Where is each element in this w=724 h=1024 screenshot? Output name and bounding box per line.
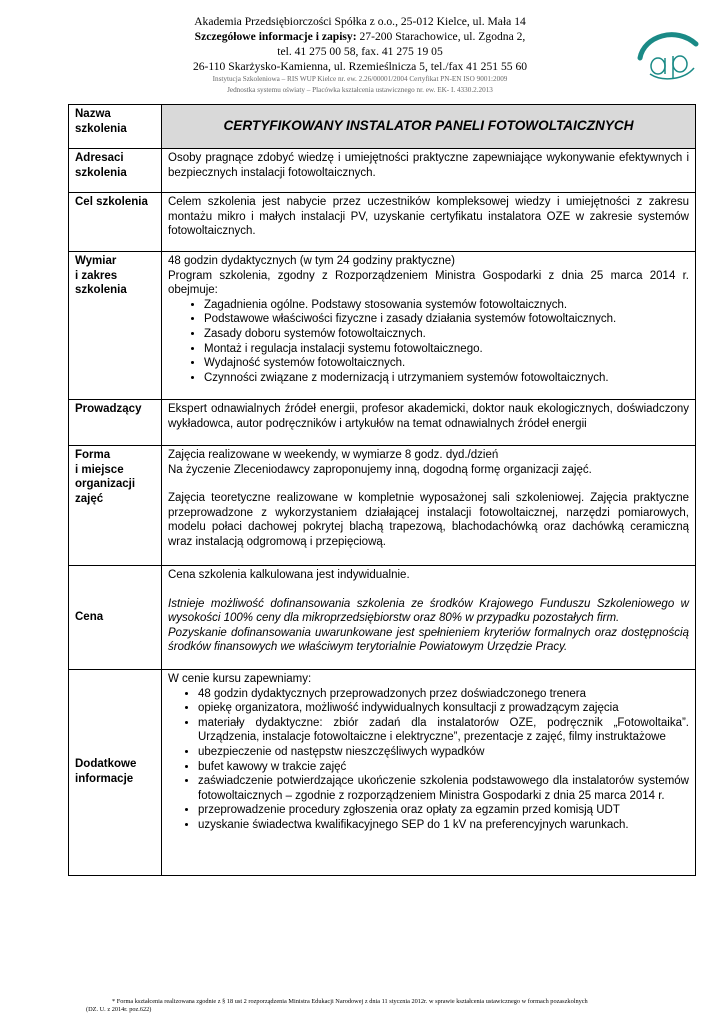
scope-program: Program szkolenia, zgodny z Rozporządzeniem Ministra Gospodarki z dnia 25 marca 2014 r. obejmuje:	[168, 269, 689, 297]
price-text: Cena szkolenia kalkulowana jest indywidualnie.	[168, 569, 410, 581]
label-scope-line2: i zakres	[75, 269, 118, 282]
label-form-line2: i miejsce	[75, 463, 124, 476]
form-practical: Zajęcia teoretyczne realizowane w kompletnie wyposażonej sali szkoleniowej. Zajęcia praktyczne przeprowadzone z wykorzystaniem działającej instalacji fotowoltaicznej, narzędzi pomiarowych, modelu połaci dachowej pokrytej blachą trapezową, blachodachówką oraz dachówką ceramiczną wraz instalacją odgromową i przepięciową.	[168, 492, 689, 548]
branch-address: 26-110 Skarżysko-Kamienna, ul. Rzemieślnicza 5, tel./fax 41 251 55 60	[192, 60, 528, 73]
row-scope	[69, 252, 696, 400]
footnote	[86, 998, 696, 1014]
company-address: Akademia Przedsiębiorczości Spółka z o.o., 25-012 Kielce, ul. Mała 14	[194, 15, 526, 28]
row-price	[69, 566, 696, 670]
institution-info: Jednostka systemu oświaty – Placówka kształcenia ustawicznego nr. ew. EK- I. 4330.2.2013	[227, 85, 493, 94]
label-price: Cena	[69, 566, 162, 670]
label-audience: Adresaci szkolenia	[69, 149, 162, 193]
form-custom: Na życzenie Zleceniodawcy zaproponujemy inną, dogodną formę organizacji zajęć.	[168, 463, 592, 476]
course-title: CERTYFIKOWANY INSTALATOR PANELI FOTOWOLTAICZNYCH	[162, 105, 696, 149]
additional-content	[162, 670, 696, 876]
footnote-line1: * Forma kształcenia realizowana zgodnie z § 18 ust 2 rozporządzenia Ministra Edukacji Narodowej z dnia 11 stycznia 2012r. w sprawie kształcenia ustawicznego w formach pozaszkolnych	[112, 998, 588, 1005]
row-audience	[69, 149, 696, 193]
label-goal: Cel szkolenia	[69, 193, 162, 252]
list-item: • bufet kawowy w trakcie zajęć	[198, 760, 689, 775]
label-scope-line3: szkolenia	[75, 284, 127, 297]
list-item: • uzyskanie świadectwa kwalifikacyjnego SEP do 1 kV na preferencyjnych warunkach.	[198, 818, 689, 833]
label-form-line4: zajęć	[75, 492, 104, 505]
list-item: • 48 godzin dydaktycznych przeprowadzonych przez doświadczonego trenera	[198, 687, 689, 702]
label-trainer: Prowadzący	[69, 400, 162, 446]
list-item: • ubezpieczenie od następstw nieszczęśliwych wypadków	[198, 745, 689, 760]
registration-address: 27-200 Starachowice, ul. Zgodna 2,	[356, 30, 526, 43]
list-item: • Wydajność systemów fotowoltaicznych.	[204, 356, 689, 371]
list-item: • opiekę organizatora, możliwość indywidualnych konsultacji z prowadzącym zajęcia	[198, 701, 689, 716]
scope-hours: 48 godzin dydaktycznych (w tym 24 godziny praktyczne)	[168, 255, 455, 267]
price-content	[162, 566, 696, 670]
list-item: • Czynności związane z modernizacją i utrzymaniem systemów fotowoltaicznych.	[204, 371, 689, 386]
letterhead	[140, 14, 580, 95]
list-item: • materiały dydaktyczne: zbiór zadań dla instalatorów OZE, podręcznik „Fotowoltaika”. Urządzenia, instalacje fotowoltaiczne i elektryczne”, prezentacje z zajęć, filmy instruktażowe	[198, 716, 689, 745]
form-schedule: Zajęcia realizowane w weekendy, w wymiarze 8 godz. dyd./dzień	[168, 449, 499, 461]
row-trainer	[69, 400, 696, 446]
trainer-text: Ekspert odnawialnych źródeł energii, profesor akademicki, doktor nauk ekologicznych, doświadczony wykładowca, autor podręczników i artykułów na temat odnawialnych źródeł energii	[162, 400, 696, 446]
label-additional: Dodatkowe informacje	[69, 670, 162, 876]
goal-text: Celem szkolenia jest nabycie przez uczestników kompleksowej wiedzy i umiejętności z zakresu montażu mikro i małych instalacji PV, uzyskanie certyfikatu instalatora OZE w zakresie systemów fotowoltaicznych.	[162, 193, 696, 252]
price-funding: Istnieje możliwość dofinansowania szkolenia ze środków Krajowego Funduszu Szkoleniowego w wysokości 100% ceny dla mikroprzedsiębiorstw oraz 80% w przypadku pozostałych firm.	[168, 597, 689, 625]
ap-logo-icon	[636, 28, 700, 84]
label-form-line1: Forma	[75, 449, 111, 461]
row-form	[69, 446, 696, 566]
phone-fax: tel. 41 275 00 58, fax. 41 275 19 05	[277, 45, 443, 58]
row-course-name	[69, 105, 696, 149]
list-item: • Podstawowe właściwości fizyczne i zasady działania systemów fotowoltaicznych.	[204, 312, 689, 327]
label-scope-line1: Wymiar	[75, 255, 117, 267]
list-item: • przeprowadzenie procedury zgłoszenia oraz opłaty za egzamin przed komisją UDT	[198, 803, 689, 818]
list-item: • Zagadnienia ogólne. Podstawy stosowania systemów fotowoltaicznych.	[204, 298, 689, 313]
footnote-line2: (DZ. U. z 2014r. poz.622)	[86, 1006, 152, 1013]
scope-content	[162, 252, 696, 400]
certification-info: Instytucja Szkoleniowa – RIS WUP Kielce nr. ew. 2.26/00001/2004 Certyfikat PN-EN ISO 9001:2009	[212, 75, 508, 83]
course-info-table	[68, 104, 696, 876]
label-form-line3: organizacji	[75, 478, 136, 491]
label-scope	[69, 252, 162, 400]
label-form	[69, 446, 162, 566]
audience-text: Osoby pragnące zdobyć wiedzę i umiejętności praktyczne zapewniające wykonywanie efektywnych i bezpiecznych instalacji fotowoltaicznych.	[162, 149, 696, 193]
form-content	[162, 446, 696, 566]
list-item: • zaświadczenie potwierdzające ukończenie szkolenia podstawowego dla instalatorów systemów fotowoltaicznych – zgodnie z rozporządzeniem Ministra Gospodarki z dnia 25 marca 2014 r.	[198, 774, 689, 803]
additional-intro: W cenie kursu zapewniamy:	[168, 673, 312, 685]
price-funding-conditions: Pozyskanie dofinansowania uwarunkowane jest spełnieniem kryteriów formalnych oraz dostępnością środków finansowych we właściwym terytorialnie Powiatowym Urzędzie Pracy.	[168, 626, 689, 654]
list-item: • Montaż i regulacja instalacji systemu fotowoltaicznego.	[204, 342, 689, 357]
row-goal	[69, 193, 696, 252]
additional-list	[168, 687, 689, 833]
registration-label: Szczegółowe informacje i zapisy:	[194, 30, 357, 43]
row-additional	[69, 670, 696, 876]
label-course-name: Nazwa szkolenia	[69, 105, 162, 149]
registration-info	[140, 29, 580, 44]
scope-list	[168, 298, 689, 386]
list-item: • Zasady doboru systemów fotowoltaicznych.	[204, 327, 689, 342]
